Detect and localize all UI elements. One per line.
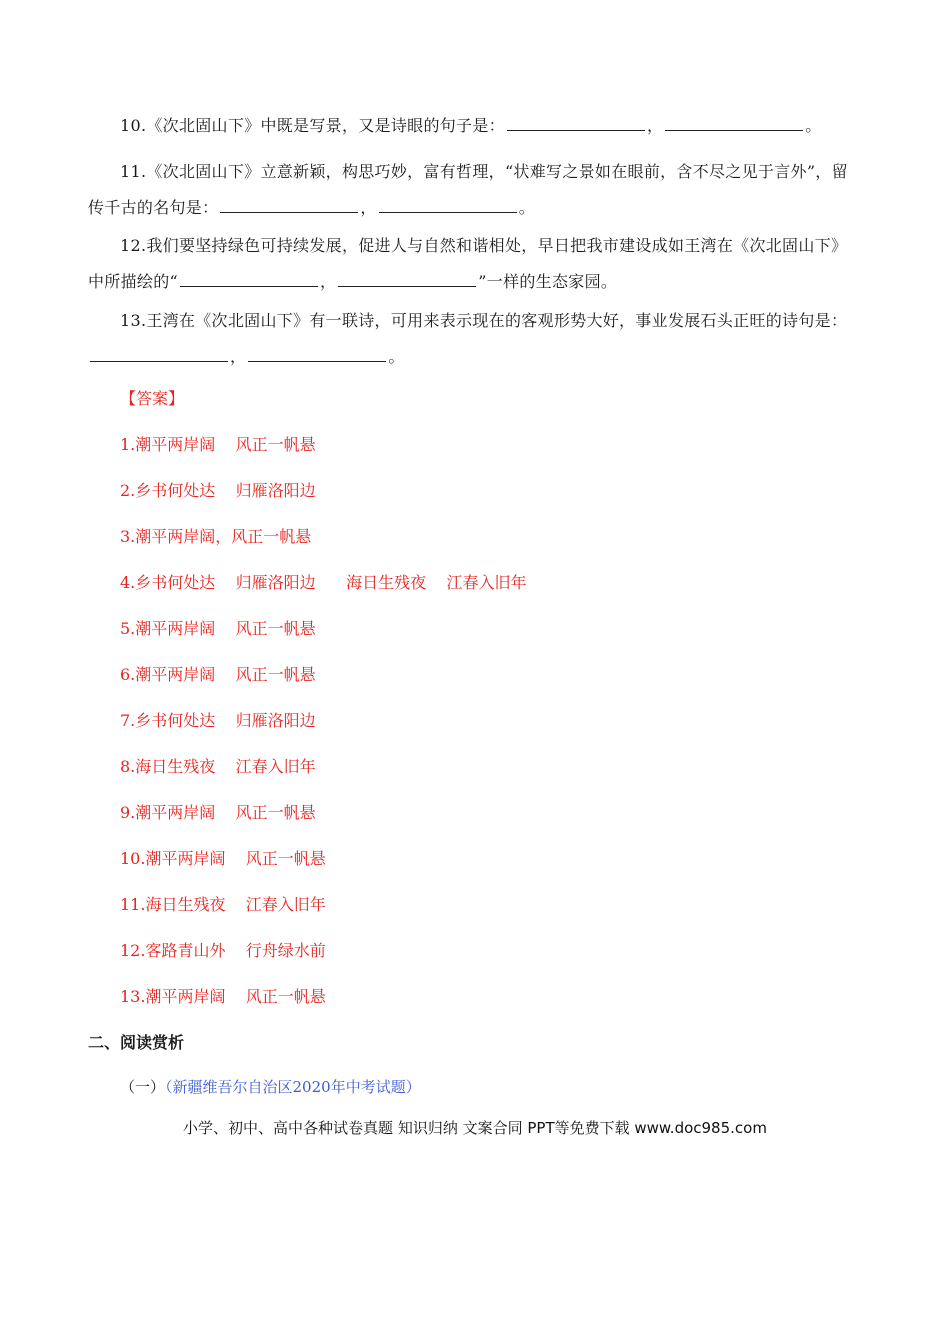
- footer-banner: 小学、初中、高中各种试卷真题 知识归纳 文案合同 PPT等免费下载 www.doc985.com: [183, 1119, 767, 1137]
- answer-item: 7.乡书何处达 归雁洛阳边: [120, 711, 316, 730]
- question-11-text: 11.《次北固山下》立意新颖，构思巧妙，富有哲理，“状难写之景如在眼前，含不尽之见于言外”，留传千古的名句是：: [88, 162, 848, 217]
- subsection-heading: [120, 1076, 421, 1097]
- answer-blank: [379, 198, 517, 213]
- question-10-text: 10.《次北固山下》中既是写景，又是诗眼的句子是：: [120, 116, 505, 135]
- answer-item: 3.潮平两岸阔，风正一帆悬: [120, 527, 312, 546]
- answer-item: 13.潮平两岸阔 风正一帆悬: [120, 987, 326, 1006]
- question-12-text: 12.我们要坚持绿色可持续发展，促进人与自然和谐相处，早日把我市建设成如王湾在《次北固山下》中所描绘的“: [88, 236, 848, 291]
- answer-blank: [180, 272, 318, 287]
- question-13-text: 13.王湾在《次北固山下》有一联诗，可用来表示现在的客观形势大好，事业发展石头正旺的诗句是：: [120, 311, 848, 330]
- answer-item: 6.潮平两岸阔 风正一帆悬: [120, 665, 316, 684]
- section-title: 二、阅读赏析: [88, 1033, 185, 1052]
- question-13: 13.王湾在《次北固山下》有一联诗，可用来表示现在的客观形势大好，事业发展石头正旺的诗句是：， 。: [88, 303, 858, 375]
- answer-item: 4.乡书何处达 归雁洛阳边 海日生残夜 江春入旧年: [120, 573, 527, 592]
- answer-item: 5.潮平两岸阔 风正一帆悬: [120, 619, 316, 638]
- question-12: 12.我们要坚持绿色可持续发展，促进人与自然和谐相处，早日把我市建设成如王湾在《次北固山下》中所描绘的“ ， ”一样的生态家园。: [88, 236, 848, 291]
- answer-blank: [507, 116, 645, 131]
- answer-header: 【答案】: [120, 389, 185, 408]
- subsection-number: （一）: [120, 1078, 166, 1096]
- answer-blank: [248, 347, 386, 362]
- answer-item: 10.潮平两岸阔 风正一帆悬: [120, 849, 326, 868]
- answer-item: 8.海日生残夜 江春入旧年: [120, 757, 316, 776]
- answer-item: 1.潮平两岸阔 风正一帆悬: [120, 435, 316, 454]
- subsection-source: （新疆维吾尔自治区2020年中考试题）: [165, 1078, 421, 1096]
- answer-blank: [338, 272, 476, 287]
- question-11: 11.《次北固山下》立意新颖，构思巧妙，富有哲理，“状难写之景如在眼前，含不尽之见于言外”，留传千古的名句是： ， 。: [88, 162, 848, 217]
- answer-item: 9.潮平两岸阔 风正一帆悬: [120, 803, 316, 822]
- answer-item: 2.乡书何处达 归雁洛阳边: [120, 481, 316, 500]
- answer-blank: [90, 347, 228, 362]
- answer-blank: [665, 116, 803, 131]
- answer-item: 11.海日生残夜 江春入旧年: [120, 895, 326, 914]
- answer-item: 12.客路青山外 行舟绿水前: [120, 941, 326, 960]
- answer-blank: [220, 198, 358, 213]
- question-10: 10.《次北固山下》中既是写景，又是诗眼的句子是： ， 。: [120, 116, 822, 135]
